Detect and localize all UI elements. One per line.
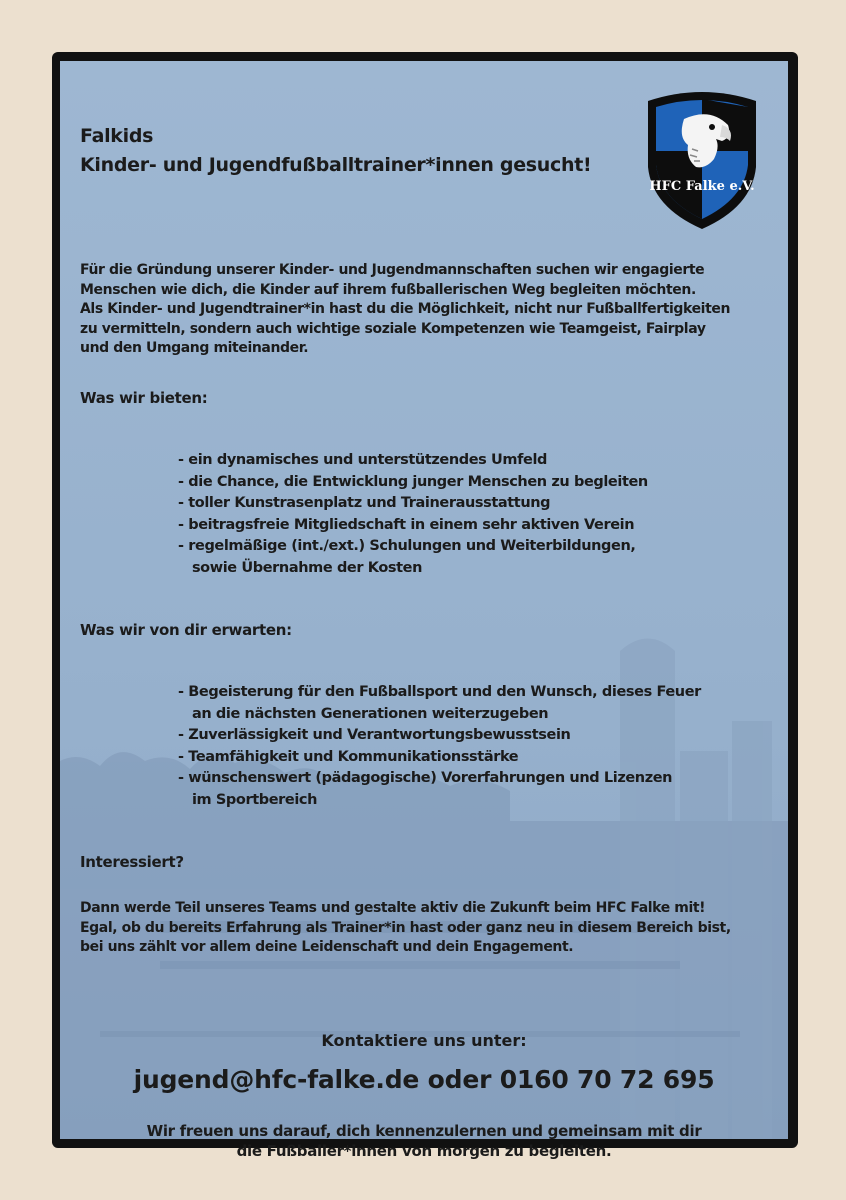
intro-line: Als Kinder- und Jugendtrainer*in hast du die Möglichkeit, nicht nur Fußballfertigkeiten [80, 301, 731, 317]
list-item: an die nächsten Generationen weiterzugeben [178, 705, 549, 722]
offer-list [178, 450, 648, 580]
intro-line: Menschen wie dich, die Kinder auf ihrem fußballerischen Weg begleiten möchten. [80, 281, 696, 298]
intro-line: und den Umgang miteinander. [80, 340, 309, 356]
closing-line-1: Wir freuen uns darauf, dich kennenzulernen und gemeinsam mit dir [146, 1122, 702, 1140]
closing-text [60, 1121, 788, 1161]
interest-line: Dann werde Teil unseres Teams und gestalte aktiv die Zukunft beim HFC Falke mit! [80, 900, 706, 916]
list-item: - Zuverlässigkeit und Verantwortungsbewusstsein [178, 727, 571, 744]
expect-list [178, 682, 701, 812]
title-line-1: Falkids [80, 125, 154, 147]
list-item: - toller Kunstrasenplatz und Trainerausstattung [178, 495, 551, 512]
poster-panel [60, 61, 788, 1160]
intro-line: zu vermitteln, sondern auch wichtige soziale Kompetenzen wie Teamgeist, Fairplay [80, 320, 706, 337]
closing-line-2: die Fußballer*innen von morgen zu begleiten. [236, 1142, 612, 1160]
list-item: im Sportbereich [178, 791, 318, 808]
list-item: - wünschenswert (pädagogische) Vorerfahrungen und Lizenzen [178, 770, 673, 787]
contact-details: jugend@hfc-falke.de oder 0160 70 72 695 [133, 1065, 715, 1094]
list-item: - die Chance, die Entwicklung junger Menschen zu begleiten [178, 473, 648, 490]
intro-paragraph [80, 261, 780, 359]
club-crest-logo [640, 89, 764, 231]
list-item: - ein dynamisches und unterstützendes Umfeld [178, 452, 548, 468]
list-item: sowie Übernahme der Kosten [178, 559, 423, 576]
interest-paragraph [80, 899, 780, 958]
expect-heading: Was wir von dir erwarten: [80, 621, 292, 639]
intro-line: Für die Gründung unserer Kinder- und Jugendmannschaften suchen wir engagierte [80, 262, 705, 278]
interest-heading: Interessiert? [80, 853, 184, 871]
offer-heading: Was wir bieten: [80, 389, 208, 407]
page-title [80, 122, 591, 180]
interest-line: Egal, ob du bereits Erfahrung als Trainer*in hast oder ganz neu in diesem Bereich bist, [80, 919, 731, 936]
list-item: - Teamfähigkeit und Kommunikationsstärke [178, 748, 519, 765]
list-item: - beitragsfreie Mitgliedschaft in einem sehr aktiven Verein [178, 516, 635, 533]
poster-frame [52, 52, 798, 1160]
contact-label: Kontaktiere uns unter: [321, 1031, 527, 1050]
list-item: - regelmäßige (int./ext.) Schulungen und Weiterbildungen, [178, 538, 636, 555]
interest-line: bei uns zählt vor allem deine Leidenschaft und dein Engagement. [80, 939, 574, 955]
club-logo-text: HFC Falke e.V. [649, 179, 755, 194]
title-line-2: Kinder- und Jugendfußballtrainer*innen gesucht! [80, 154, 592, 176]
list-item: - Begeisterung für den Fußballsport und den Wunsch, dieses Feuer [178, 684, 701, 700]
